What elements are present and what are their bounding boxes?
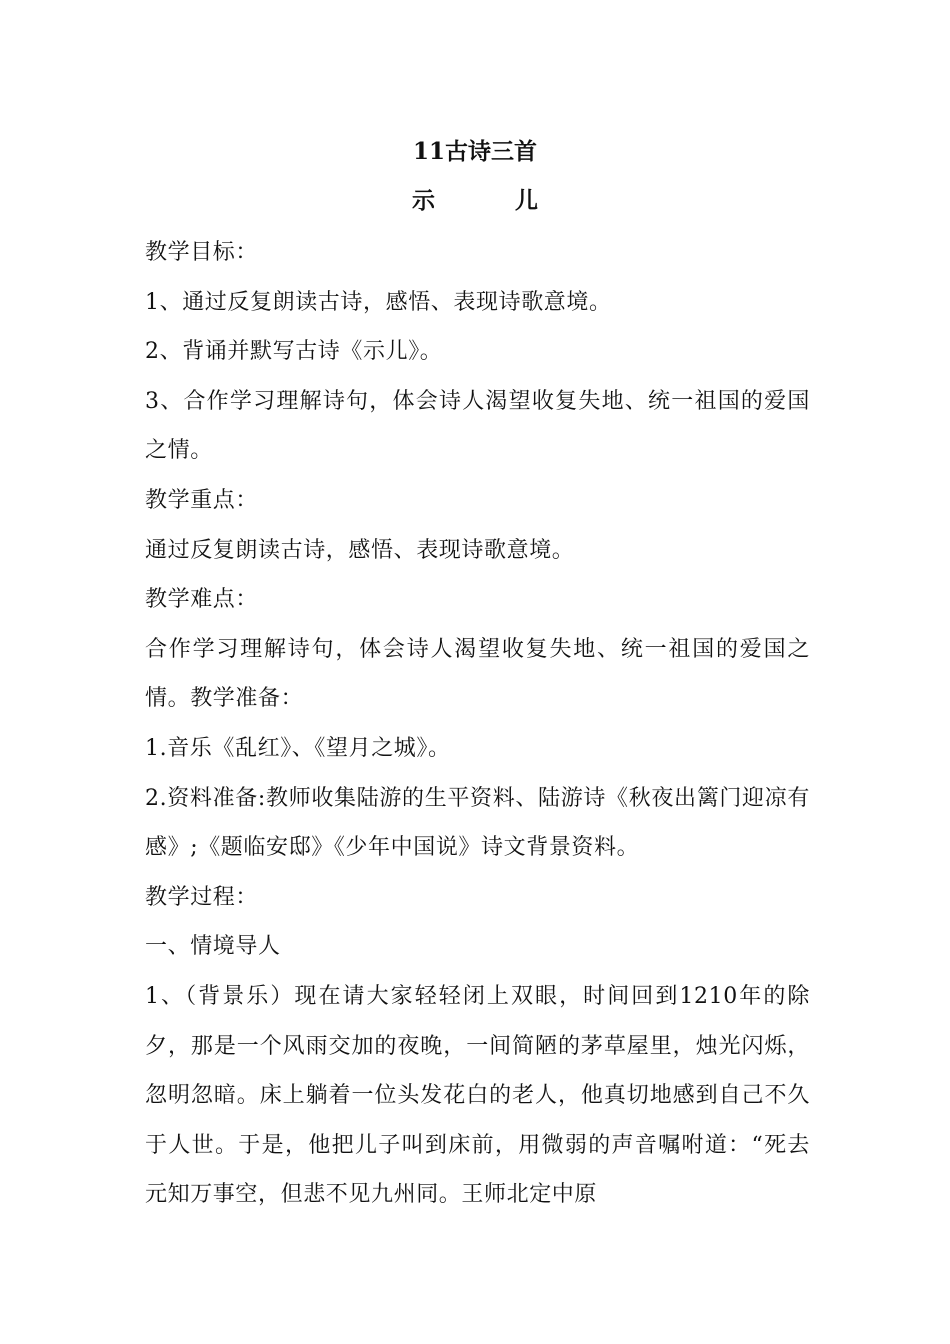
objective-item-3: 3、合作学习理解诗句，体会诗人渴望收复失地、统一祖国的爱国之情。 bbox=[145, 388, 810, 464]
section-heading-objectives: 教学目标： bbox=[145, 240, 259, 265]
section-heading-process: 教学过程： bbox=[145, 884, 259, 910]
preparation-item-2: 2.资料准备:教师收集陆游的生平资料、陆游诗《秋夜出篱门迎凉有感》;《题临安邸》《少年中国说》诗文背景资料。 bbox=[145, 785, 810, 861]
difficulty-text: 合作学习理解诗句，体会诗人渴望收复失地、统一祖国的爱国之情。教学准备： bbox=[145, 636, 810, 712]
section-heading-key-points: 教学重点： bbox=[145, 487, 259, 513]
key-point-text: 通过反复朗读古诗，感悟、表现诗歌意境。 bbox=[145, 537, 575, 563]
preparation-item-1: 1.音乐《乱红》、《望月之城》。 bbox=[145, 735, 451, 761]
section-heading-difficulties: 教学难点： bbox=[145, 587, 259, 613]
process-step-heading: 一、情境导人 bbox=[145, 934, 281, 960]
poem-title: 示 儿 bbox=[411, 187, 574, 214]
objective-item-2: 2、背诵并默写古诗《示儿》。 bbox=[145, 339, 443, 365]
document-title: 11古诗三首 bbox=[412, 138, 537, 165]
objective-item-1: 1、通过反复朗读古诗，感悟、表现诗歌意境。 bbox=[145, 289, 612, 315]
process-step-paragraph: 1、（背景乐）现在请大家轻轻闭上双眼，时间回到1210年的除夕，那是一个风雨交加的夜晚，一间简陋的茅草屋里，烛光闪烁，忽明忽暗。床上躺着一位头发花白的老人，他真切地感到自己不久于人世。于是，他把儿子叫到床前，用微弱的声音嘱咐道：“死去元知万事空，但悲不见九州同。王师北定中原 bbox=[145, 983, 810, 1208]
document-body bbox=[145, 228, 810, 1220]
